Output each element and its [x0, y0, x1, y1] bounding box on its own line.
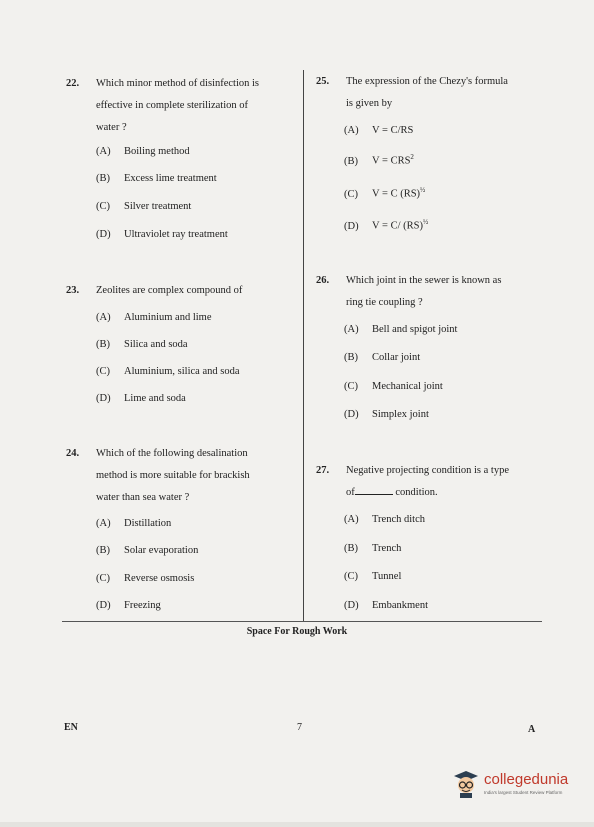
question-text: [96, 443, 250, 509]
option-24-c[interactable]: (C) Reverse osmosis: [96, 573, 195, 584]
question-text: [346, 460, 509, 504]
question-text: [346, 270, 501, 314]
question-text: [346, 71, 508, 115]
option-25-a[interactable]: (A) V = C/RS: [344, 125, 414, 136]
option-26-d[interactable]: (D) Simplex joint: [344, 409, 429, 420]
question-line: ring tie coupling ?: [346, 297, 423, 308]
option-26-b[interactable]: (B) Collar joint: [344, 352, 421, 363]
footer-series: A: [528, 724, 536, 735]
option-27-c[interactable]: (C) Tunnel: [344, 571, 402, 582]
option-26-a[interactable]: (A) Bell and spigot joint: [344, 324, 458, 335]
option-26-c[interactable]: (C) Mechanical joint: [344, 381, 443, 392]
question-line: is given by: [346, 98, 393, 109]
scan-edge: [0, 822, 594, 827]
question-line: water than sea water ?: [96, 492, 190, 503]
option-25-c[interactable]: (C) V = C (RS)$^{\frac{1}{2}}$: [344, 186, 426, 200]
question-number: 25.: [316, 76, 330, 87]
question-line: The expression of the Chezy's formula: [346, 76, 508, 87]
option-23-a[interactable]: (A) Aluminium and lime: [96, 312, 212, 323]
student-mascot-icon: [452, 768, 480, 798]
question-line: Which of the following desalination: [96, 448, 248, 459]
question-line: Zeolites are complex compound of: [96, 285, 243, 296]
option-25-d[interactable]: (D) V = C/ (RS)$^{\frac{1}{2}}$: [344, 218, 429, 232]
question-number: 23.: [66, 285, 80, 296]
question-line: of condition.: [346, 487, 438, 498]
option-22-a[interactable]: (A) Boiling method: [96, 146, 190, 157]
option-25-b[interactable]: (B) $V = CRS^2$: [344, 153, 414, 167]
question-text: [96, 280, 242, 302]
option-23-c[interactable]: (C) Aluminium, silica and soda: [96, 366, 240, 377]
option-23-d[interactable]: (D) Lime and soda: [96, 393, 186, 404]
option-23-b[interactable]: (B) Silica and soda: [96, 339, 188, 350]
question-text: [96, 73, 259, 139]
logo-wordmark: collegedunia: [484, 771, 569, 788]
option-27-d[interactable]: (D) Embankment: [344, 600, 428, 611]
question-number: 26.: [316, 275, 330, 286]
question-number: 27.: [316, 465, 330, 476]
option-24-a[interactable]: (A) Distillation: [96, 518, 172, 529]
option-22-c[interactable]: (C) Silver treatment: [96, 201, 192, 212]
rough-work-label: Space For Rough Work: [246, 626, 348, 637]
question-number: 22.: [66, 78, 80, 89]
section-divider: [62, 621, 542, 622]
footer-language: EN: [64, 722, 78, 733]
option-24-b[interactable]: (B) Solar evaporation: [96, 545, 199, 556]
logo-tagline: India's largest Student Review Platform: [484, 790, 563, 795]
question-line: method is more suitable for brackish: [96, 470, 250, 481]
column-divider: [303, 70, 304, 622]
option-27-b[interactable]: (B) Trench: [344, 543, 402, 554]
option-22-b[interactable]: (B) Excess lime treatment: [96, 173, 217, 184]
page-number: 7: [297, 722, 302, 733]
question-line: Which minor method of disinfection is: [96, 78, 260, 89]
question-number: 24.: [66, 448, 80, 459]
fill-in-blank: [355, 486, 393, 495]
option-22-d[interactable]: (D) Ultraviolet ray treatment: [96, 229, 228, 240]
question-line: Which joint in the sewer is known as: [346, 275, 502, 286]
collegedunia-logo: [452, 768, 582, 804]
option-27-a[interactable]: (A) Trench ditch: [344, 514, 425, 525]
question-line: Negative projecting condition is a type: [346, 465, 509, 476]
option-24-d[interactable]: (D) Freezing: [96, 600, 161, 611]
question-line: effective in complete sterilization of: [96, 100, 248, 111]
question-line: water ?: [96, 122, 127, 133]
